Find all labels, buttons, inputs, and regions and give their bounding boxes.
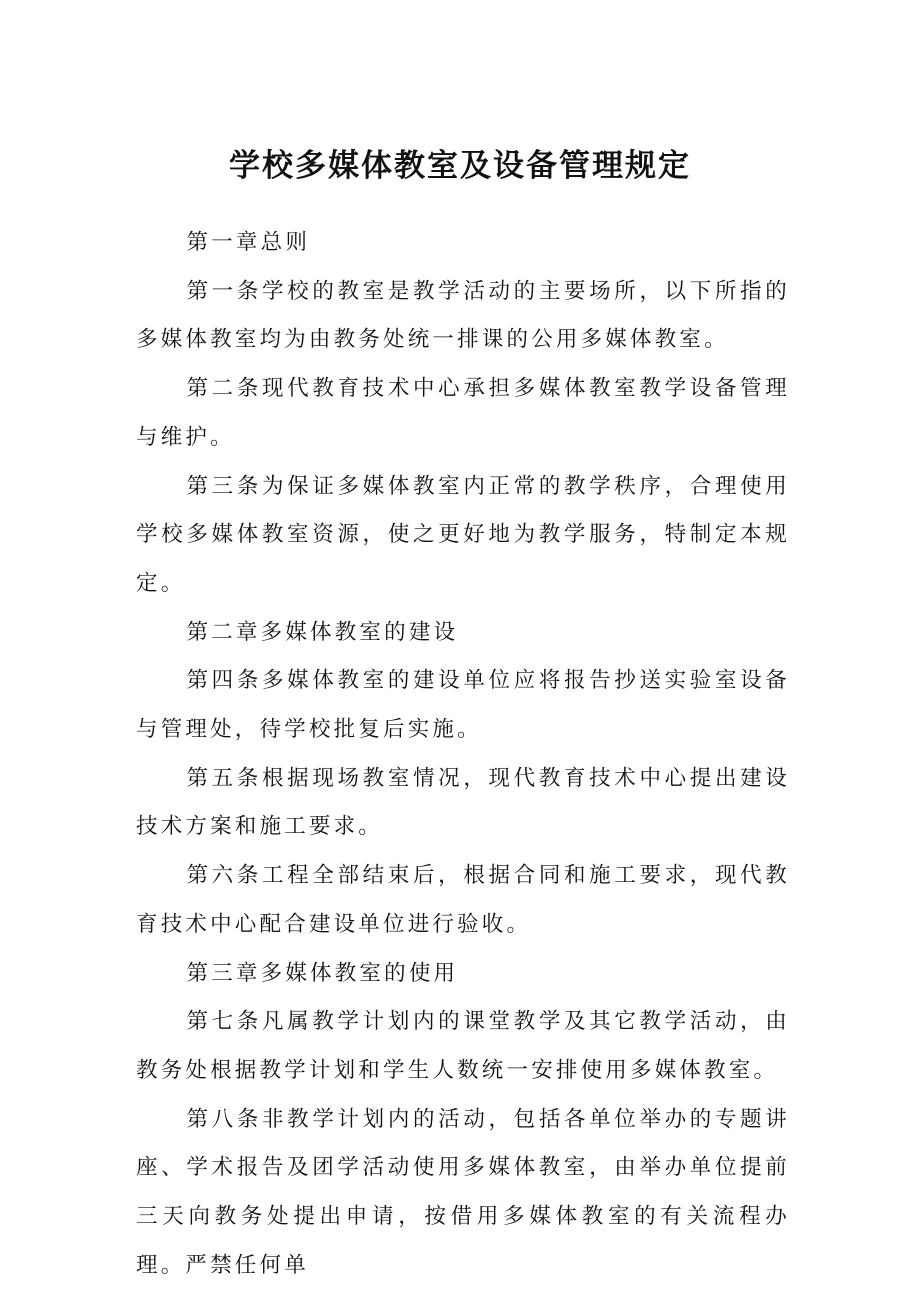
chapter-heading-2: 第二章多媒体教室的建设 [186,619,459,645]
article-6: 第六条工程全部结束后，根据合同和施工要求，现代教育技术中心配合建设单位进行验收。 [136,863,790,937]
article-7: 第七条凡属教学计划内的课堂教学及其它教学活动，由教务处根据教学计划和学生人数统一安排使用多媒体教室。 [136,1009,790,1083]
chapter-heading-3: 第三章多媒体教室的使用 [186,960,459,986]
article-2: 第二条现代教育技术中心承担多媒体教室教学设备管理与维护。 [136,376,790,450]
chapter-heading-1: 第一章总则 [186,230,311,255]
document-title: 学校多媒体教室及设备管理规定 [229,148,691,184]
article-4: 第四条多媒体教室的建设单位应将报告抄送实验室设备与管理处，待学校批复后实施。 [136,668,790,743]
article-5: 第五条根据现场教室情况，现代教育技术中心提出建设技术方案和施工要求。 [136,765,790,840]
article-8: 第八条非教学计划内的活动，包括各单位举办的专题讲座、学术报告及团学活动使用多媒体教室，由举办单位提前三天向教务处提出申请，按借用多媒体教室的有关流程办理。严禁任何单 [136,1106,790,1278]
document-body [136,219,790,1290]
article-1: 第一条学校的教室是教学活动的主要场所，以下所指的多媒体教室均为由教务处统一排课的公用多媒体教室。 [136,278,790,353]
article-3: 第三条为保证多媒体教室内正常的教学秩序，合理使用学校多媒体教室资源，使之更好地为教学服务，特制定本规定。 [136,473,790,596]
